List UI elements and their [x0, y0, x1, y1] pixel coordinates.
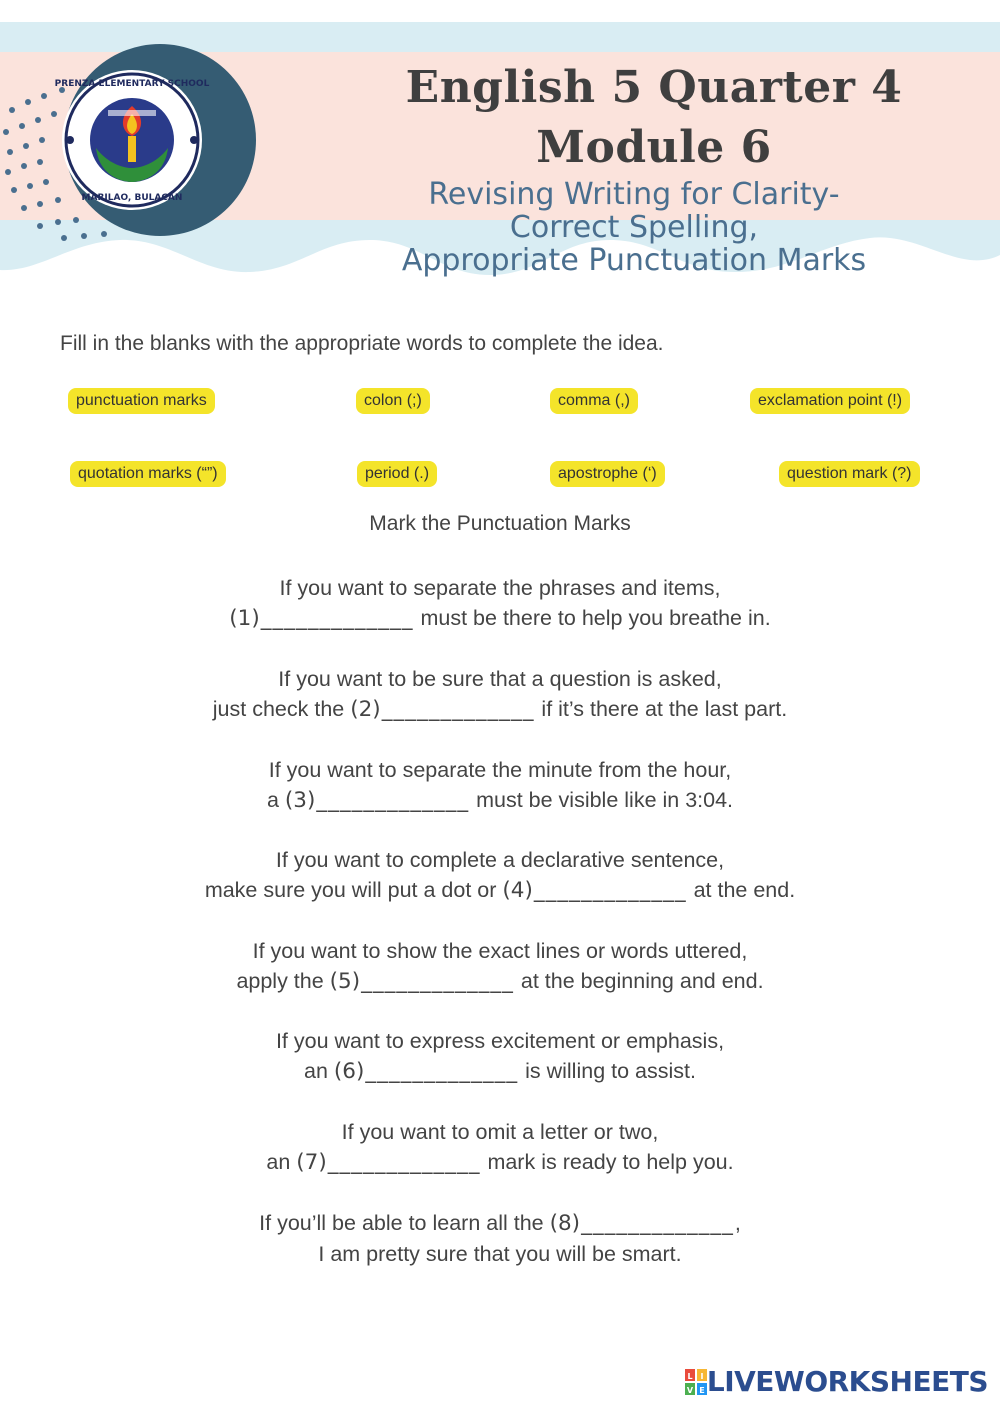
blank-number: (6) — [333, 1059, 365, 1084]
answer-blank-7[interactable]: _____________ — [327, 1150, 481, 1175]
stanza-line: If you want to express excitement or emphasis, — [275, 1029, 725, 1053]
stanza-post: if it’s there at the last part. — [535, 697, 788, 721]
stanza-post: at the end. — [687, 878, 796, 902]
blank-number: (3) — [284, 788, 316, 813]
title-block — [300, 58, 968, 277]
stanza-post: at the beginning and end. — [514, 969, 764, 993]
stanza-pre: an — [304, 1059, 334, 1083]
badge-letter: L — [687, 1371, 693, 1381]
school-logo — [0, 40, 270, 250]
stanza-1 — [0, 573, 1000, 634]
stanza-5 — [0, 936, 1000, 997]
blank-number: (4) — [502, 878, 533, 903]
stanza-line: If you want to be sure that a question is asked, — [278, 667, 722, 691]
subtitle-line-1: Revising Writing for Clarity- — [428, 177, 840, 212]
blank-number: (8) — [549, 1211, 581, 1236]
word-bank-chip: quotation marks (“”) — [70, 461, 226, 487]
stanza-pre: a — [266, 788, 285, 812]
answer-blank-6[interactable]: _____________ — [365, 1059, 519, 1084]
word-bank-chip: question mark (?) — [779, 461, 920, 487]
stanza-pre: just check the — [212, 697, 351, 721]
stanza-line: If you want to omit a letter or two, — [341, 1120, 659, 1144]
section-title: Mark the Punctuation Marks — [369, 512, 631, 535]
answer-blank-4[interactable]: _____________ — [533, 878, 687, 903]
stanza-3 — [0, 755, 1000, 816]
stanza-post: must be there to help you breathe in. — [414, 606, 771, 630]
school-seal-icon — [0, 40, 270, 250]
stanza-2 — [0, 664, 1000, 725]
stanza-post: must be visible like in 3:04. — [470, 788, 734, 812]
blank-number: (2) — [350, 697, 381, 722]
stanza-line: If you want to show the exact lines or words uttered, — [252, 939, 748, 963]
badge-letter: E — [699, 1385, 705, 1395]
word-bank-chip: exclamation point (!) — [750, 388, 910, 414]
stanza-line: If you want to complete a declarative sentence, — [275, 848, 725, 872]
stanza-pre: make sure you will put a dot or — [204, 878, 503, 902]
stanza-pre: an — [266, 1150, 297, 1174]
blank-number: (1) — [229, 606, 260, 631]
blank-number: (7) — [296, 1150, 327, 1175]
stanza-pre: If you’ll be able to learn all the — [259, 1211, 550, 1235]
liveworksheets-badge-icon — [685, 1369, 707, 1395]
word-bank-chip: apostrophe (‘) — [550, 461, 665, 487]
stanza-6 — [0, 1026, 1000, 1087]
stanza-4 — [0, 845, 1000, 906]
liveworksheets-logo[interactable] — [685, 1365, 988, 1398]
instructions: Fill in the blanks with the appropriate words to complete the idea. — [60, 332, 664, 355]
badge-letter: V — [686, 1385, 693, 1395]
page-title: English 5 Quarter 4 Module 6 — [405, 62, 903, 173]
answer-blank-3[interactable]: _____________ — [316, 788, 470, 813]
badge-letter: I — [700, 1371, 704, 1381]
answer-blank-1[interactable]: _____________ — [260, 606, 414, 631]
stanza-pre: apply the — [236, 969, 330, 993]
word-bank-chip: period (.) — [357, 461, 437, 487]
answer-blank-2[interactable]: _____________ — [381, 697, 535, 722]
stanza-7 — [0, 1117, 1000, 1178]
subtitle-line-3: Appropriate Punctuation Marks — [401, 243, 867, 278]
stanza-post: , — [734, 1211, 741, 1235]
stanza-8 — [0, 1208, 1000, 1269]
blank-number: (5) — [329, 969, 361, 994]
word-bank-chip: colon (;) — [356, 388, 430, 414]
answer-blank-8[interactable]: _____________ — [581, 1211, 734, 1236]
word-bank-chip: punctuation marks — [68, 388, 215, 414]
stanza-post: is willing to assist. — [519, 1059, 696, 1083]
liveworksheets-brand: LIVEWORKSHEETS — [706, 1365, 988, 1398]
answer-blank-5[interactable]: _____________ — [361, 969, 514, 994]
subtitle-line-2: Correct Spelling, — [509, 210, 759, 245]
stanza-line: If you want to separate the minute from the hour, — [268, 758, 732, 782]
stanza-line: If you want to separate the phrases and items, — [279, 576, 721, 600]
logo-bottom-text: MARILAO, BULACAN — [81, 193, 183, 203]
stanza-post: mark is ready to help you. — [481, 1150, 734, 1174]
stanza-line: I am pretty sure that you will be smart. — [318, 1242, 682, 1266]
word-bank-chip: comma (,) — [550, 388, 638, 414]
logo-top-text: PRENZA ELEMENTARY SCHOOL — [54, 79, 210, 89]
